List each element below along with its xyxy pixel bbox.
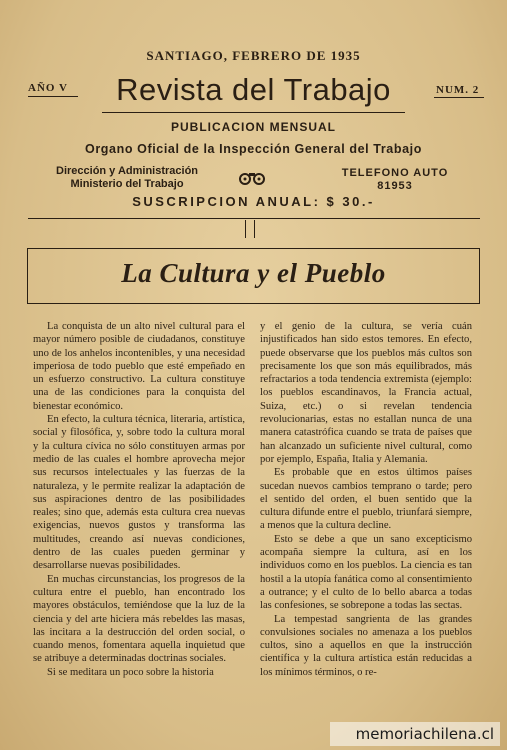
subscription-price: SUSCRIPCION ANUAL: $ 30.- bbox=[132, 194, 375, 209]
publication-frequency: PUBLICACION MENSUAL bbox=[171, 120, 336, 134]
paragraph: La conquista de un alto nivel cultural para el mayor número posible de ciudadanos, constituye uno de los anhelos incontenibles, y una necesidad imperiosa de todo pueblo que esté empeñado en un esfuerzo constructivo. La cultura constituye una de las condiciones para la conquista del bienestar económico. bbox=[33, 321, 245, 412]
ornament-icon bbox=[237, 170, 267, 186]
paragraph: En muchas circunstancias, los progresos de la cultura entre el pueblo, han encontrado los mayores obstáculos, temiéndose que la luz de la ciencia y del arte hiciera más rebeldes las masas, las incitara a la destrucción del orden social, o cuando menos, fomentara aquella inquietud que se atribuye a determinadas doctrinas sociales. bbox=[33, 573, 245, 665]
administration-info bbox=[56, 165, 198, 191]
paragraph: En efecto, la cultura técnica, literaria, artística, social y filosófica, y, sobre todo la cultura moral y la cultura cívica no sólo constituyen armas por medio de las cuales el hombre aprovecha mejor sus recursos intelectuales y las fuerzas de la naturaleza, y le permite realizar la adaptación de sus aspiraciones dentro de las posibilidades reales; sino que, además esta cultura crea nuevas exigencias, nuevos gustos y transforma las multitudes, creando así nuevas condiciones, dentro de las cuales pueden germinar y desarrollarse nuevas posibilidades. bbox=[33, 414, 245, 572]
paragraph: y el genio de la cultura, se vería cuán injustificados han sido estos temores. En efecto, puede observarse que los pueblos más cultos son precisamente los que son más equilibrados, más refractarios a toda tendencia extremista (ejemplo: los pueblos escandinavos, la Francia actual, Suiza, etc.) o si revelan tendencia revolucionarias, estas no estallan nunca de una manera catastrófica cuando se trata de países que han alcanzado un suficiente nivel cultural, como por ejemplo, España, Italia y Alemania. bbox=[260, 321, 472, 465]
paragraph: Esto se debe a que un sano excepticismo acompaña siempre la cultura, así en los individuos como en los pueblos. La ciencia es tan hostil a la utopía fanática como al consentimiento a outrance; y el culto de lo bello abarca a todas las confesiones, se sobrepone a todas las sectas. bbox=[260, 533, 472, 612]
telephone-info bbox=[330, 167, 460, 193]
telephone-label: TELEFONO AUTO bbox=[341, 167, 449, 179]
administration-line-2: Ministerio del Trabajo bbox=[70, 178, 184, 190]
issue-year: AÑO V bbox=[28, 82, 68, 94]
masthead-title: Revista del Trabajo bbox=[116, 72, 391, 107]
official-organ: Organo Oficial de la Inspección General del Trabajo bbox=[85, 142, 422, 156]
article-column-right bbox=[260, 320, 472, 679]
divider bbox=[254, 220, 255, 238]
paragraph: Es probable que en estos últimos países sucedan nuevos cambios temprano o tarde; pero el sentido del orden, el buen sentido que la cultura difunde entre el pueblo, triunfará siempre, a menos que la cultura decline. bbox=[260, 467, 472, 532]
divider bbox=[28, 218, 480, 219]
paragraph: Si se meditara un poco sobre la historia bbox=[47, 666, 214, 678]
administration-line-1: Dirección y Administración bbox=[56, 165, 199, 177]
article-title: La Cultura y el Pueblo bbox=[121, 258, 386, 288]
dateline: SANTIAGO, FEBRERO DE 1935 bbox=[146, 48, 361, 63]
divider bbox=[102, 112, 405, 113]
divider bbox=[245, 220, 246, 238]
divider bbox=[434, 97, 484, 98]
paragraph: La tempestad sangrienta de las grandes convulsiones sociales no amenaza a los pueblos cultos, sino a aquellos en que la instrucción científica y la cultura artística están reducidas a los mínimos términos, o re- bbox=[260, 613, 472, 678]
issue-number: NUM. 2 bbox=[436, 84, 480, 96]
article-column-left bbox=[33, 320, 245, 679]
telephone-number: 81953 bbox=[377, 180, 413, 192]
source-watermark: memoriachilena.cl bbox=[330, 722, 500, 746]
